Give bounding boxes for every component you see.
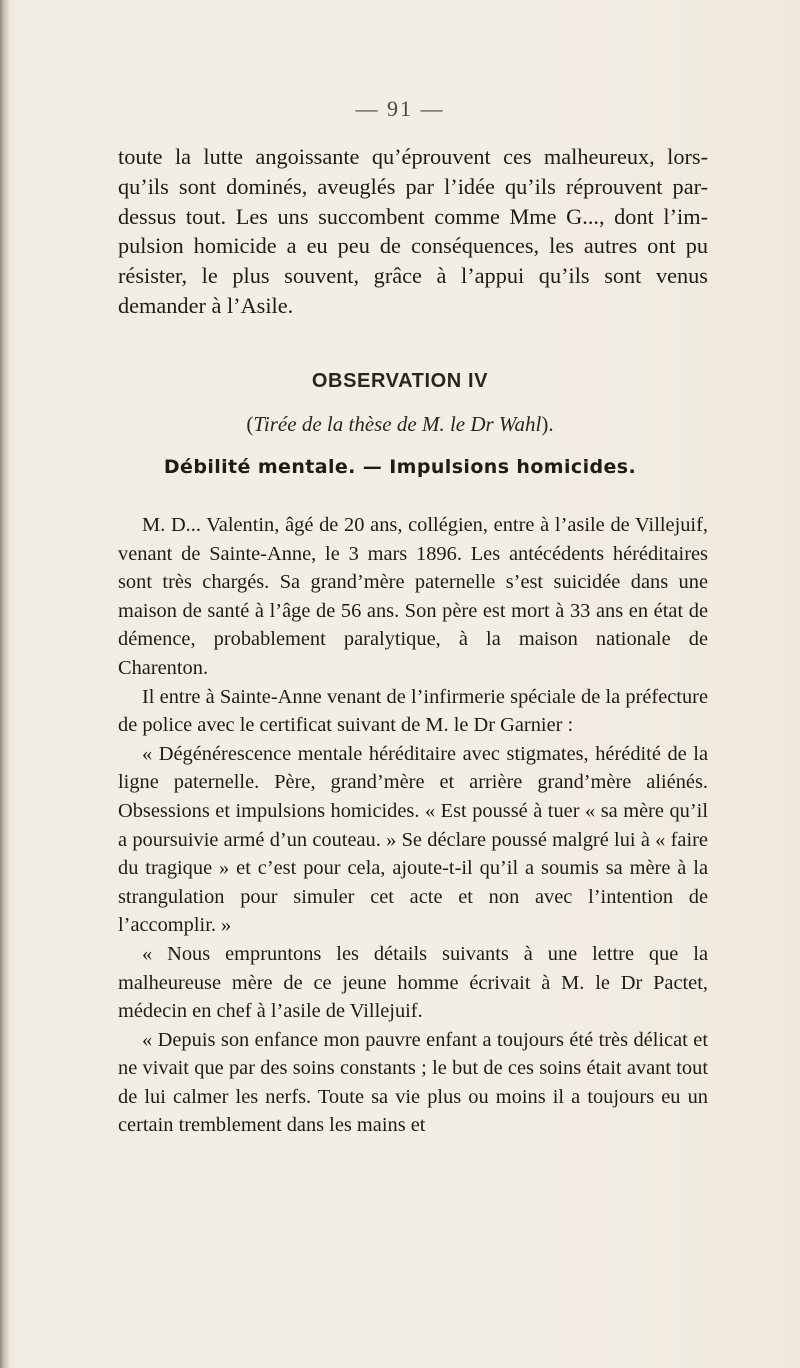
body-paragraph-1: M. D... Valentin, âgé de 20 ans, collégien, entre à l’asile de Villejuif, venant de Sainte-Anne, le 3 mars 1896. Les antécédents héréditaires sont très chargés. Sa grand’mère paternelle s’est suicidée dans une maison de santé à l’âge de 56 ans. Son père est mort à 33 ans en état de démence, probablement paralytique, à la maison nationale de Charenton. [118,514,708,679]
binding-shadow [0,0,10,1368]
source-italic: Tirée de la thèse de M. le Dr Wahl [253,412,542,436]
body-paragraph-2: Il entre à Sainte-Anne venant de l’infirmerie spéciale de la préfecture de police avec le certificat suivant de M. le Dr Garnier : [118,685,708,737]
observation-subject: Débilité mentale. — Impulsions homicides. [163,456,637,478]
page-number: — 91 — [355,96,445,121]
body-paragraph-5: « Depuis son enfance mon pauvre enfant a toujours été très délicat et ne vivait que par des soins constants ; le but de ces soins était avant tout de lui calmer les nerfs. Toute sa vie plus ou moins il a toujours eu un certain tremblement dans les mains et [118,1028,708,1137]
intro-paragraph: toute la lutte angoissante qu’éprouvent ces malheureux, lors- qu’ils sont dominés, aveuglés par l’idée qu’ils réprouvent par- dessus tout. Les uns succombent comme Mme G..., dont l’im- pulsion homicide a eu peu de conséquences, les autres ont pu résister, le plus souvent, grâce à l’appui qu’ils sont venus demander à l’Asile. [118,144,708,318]
source-close: ). [541,412,554,436]
source-open: ( [246,412,254,436]
observation-source [0,412,800,437]
observation-title: OBSERVATION IV [311,370,489,392]
body-paragraph-4: « Nous empruntons les détails suivants à une lettre que la malheureuse mère de ce jeune homme écrivait à M. le Dr Pactet, médecin en chef à l’asile de Villejuif. [118,942,708,1023]
observation-body [118,511,708,1140]
body-paragraph-3: « Dégénérescence mentale héréditaire avec stigmates, hérédité de la ligne paternelle. Père, grand’mère et arrière grand’mère aliénés. Obsessions et impulsions homicides. « Est poussé à tuer « sa mère qu’il a poursuivie armé d’un couteau. » Se déclare poussé malgré lui à « faire du tragique » et c’est pour cela, ajoute-t-il qu’il a soumis sa mère à la strangulation pour simuler cet acte et non avec l’intention de l’accomplir. » [118,742,708,937]
